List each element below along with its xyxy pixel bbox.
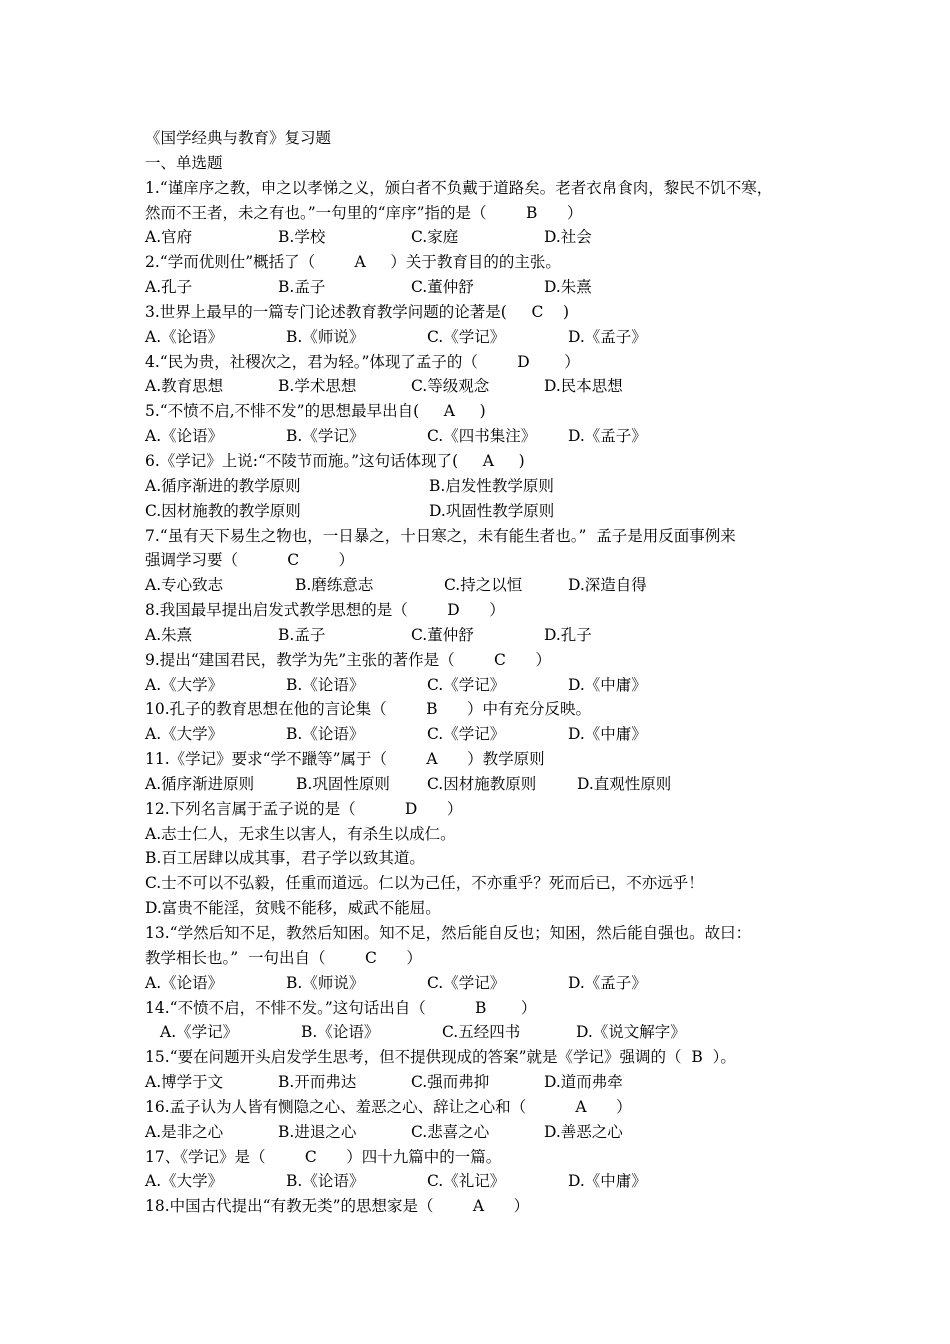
question-stem: 强调学习要（ C ） (145, 551, 355, 570)
answer-option: B.磨练意志 (295, 576, 374, 595)
answer-option: C.董仲舒 (411, 625, 474, 644)
answer-option: B.《论语》 (286, 725, 365, 744)
question-stem: C.士不可以不弘毅，任重而道远。仁以为己任，不亦重乎？死而后已，不亦远乎！ (145, 874, 704, 893)
answer-option: D.民本思想 (544, 377, 623, 396)
question-stem: 11.《学记》要求“学不躐等”属于（ A ）教学原则 (145, 750, 545, 769)
question-stem: 10.孔子的教育思想在他的言论集（ B ）中有充分反映。 (145, 700, 592, 719)
answer-option: B.《论语》 (286, 1172, 365, 1191)
option-row (145, 673, 825, 698)
answer-option: C.持之以恒 (444, 576, 523, 595)
answer-option: D.孔子 (544, 625, 592, 644)
answer-option: B.《师说》 (286, 327, 365, 346)
answer-option: C.强而弗抑 (411, 1073, 490, 1092)
answer-option: C.家庭 (411, 228, 459, 247)
answer-option: A.是非之心 (145, 1122, 224, 1141)
doc-title: 《国学经典与教育》复习题 (145, 129, 332, 147)
answer-option: D.巩固性教学原则 (429, 501, 555, 520)
section-heading: 一、单选题 (145, 153, 223, 172)
option-row (145, 1169, 825, 1194)
answer-option: D.《中庸》 (568, 725, 647, 744)
answer-option: C.因材施教的教学原则 (145, 501, 301, 520)
answer-option: A.朱熹 (145, 625, 193, 644)
answer-option: A.《论语》 (145, 427, 224, 446)
answer-option: D.善恶之心 (544, 1122, 623, 1141)
answer-option: C.《学记》 (427, 327, 506, 346)
answer-option: C.悲喜之心 (411, 1122, 490, 1141)
question-stem: 15.“要在问题开头启发学生思考，但不提供现成的答案”就是《学记》强调的（ B ）。 (145, 1048, 736, 1067)
option-row (145, 971, 825, 996)
question-stem: 14.“不愤不启，不悱不发。”这句话出自（ B ） (145, 998, 537, 1017)
answer-option: A.《大学》 (145, 725, 224, 744)
option-row (145, 424, 825, 449)
answer-option: C.《礼记》 (427, 1172, 506, 1191)
option-row (145, 499, 825, 524)
answer-option: B.《论语》 (286, 675, 365, 694)
answer-option: B.《学记》 (286, 427, 365, 446)
document-page (145, 126, 825, 1219)
answer-option: A.博学于文 (145, 1073, 224, 1092)
answer-option: A.《论语》 (145, 327, 224, 346)
answer-option: C.等级观念 (411, 377, 490, 396)
answer-option: C.董仲舒 (411, 278, 474, 297)
answer-option: D.直观性原则 (577, 774, 672, 793)
option-row (145, 1120, 825, 1145)
answer-option: A.《学记》 (160, 1023, 239, 1042)
answer-option: B.开而弗达 (278, 1073, 357, 1092)
option-row (145, 573, 825, 598)
option-row (145, 474, 825, 499)
answer-option: B.《论语》 (301, 1023, 380, 1042)
answer-option: D.深造自得 (568, 576, 647, 595)
question-stem: 教学相长也。” 一句出自（ C ） (145, 948, 422, 967)
answer-option: A.循序渐进原则 (145, 774, 255, 793)
question-stem: 8.我国最早提出启发式教学思想的是（ D ） (145, 601, 505, 620)
question-stem: 13.“学然后知不足，教然后知困。知不足，然后能自反也；知困，然后能自强也。故曰： (145, 924, 752, 942)
answer-option: A.孔子 (145, 278, 193, 297)
question-stem: D.富贵不能淫，贫贱不能移，威武不能屈。 (145, 899, 441, 918)
question-stem: 18.中国古代提出“有教无类”的思想家是（ A ） (145, 1197, 530, 1216)
answer-option: A.《论语》 (145, 973, 224, 992)
answer-option: D.《中庸》 (568, 1172, 647, 1191)
answer-option: D.《孟子》 (568, 327, 647, 346)
answer-option: A.《大学》 (145, 675, 224, 694)
answer-option: D.朱熹 (544, 278, 592, 297)
answer-option: B.巩固性原则 (296, 774, 390, 793)
answer-option: A.循序渐进的教学原则 (145, 476, 301, 495)
question-stem: 17、《学记》是（ C ）四十九篇中的一篇。 (145, 1147, 502, 1166)
answer-option: A.官府 (145, 228, 193, 247)
answer-option: D.道而弗牵 (544, 1073, 623, 1092)
question-stem: 12.下列名言属于孟子说的是（ D ） (145, 799, 463, 818)
answer-option: A.教育思想 (145, 377, 224, 396)
answer-option: C.五经四书 (442, 1023, 521, 1042)
answer-option: C.《学记》 (427, 725, 506, 744)
question-stem: 2.“学而优则仕”概括了（ A ）关于教育目的的主张。 (145, 253, 561, 272)
question-stem: 1.“谨庠序之教，申之以孝悌之义，颁白者不负戴于道路矣。老者衣帛食肉，黎民不饥不寒， (145, 178, 773, 197)
answer-option: D.《孟子》 (568, 427, 647, 446)
option-row (145, 275, 825, 300)
question-stem: 9.提出“建国君民，教学为先”主张的著作是（ C ） (145, 650, 551, 669)
answer-option: B.进退之心 (278, 1122, 357, 1141)
option-row (145, 623, 825, 648)
option-row (145, 374, 825, 399)
question-stem: 3.世界上最早的一篇专门论述教育教学问题的论著是( C ) (145, 302, 570, 321)
answer-option: B.启发性教学原则 (429, 476, 554, 495)
question-stem: 4.“民为贵，社稷次之，君为轻。”体现了孟子的（ D ） (145, 352, 580, 371)
question-stem: A.志士仁人，无求生以害人，有杀生以成仁。 (145, 824, 456, 843)
question-stem: 7.“虽有天下易生之物也，一日暴之，十日寒之，未有能生者也。” 孟子是用反面事例来 (145, 526, 736, 545)
option-row (145, 1070, 825, 1095)
option-row (145, 225, 825, 250)
option-row (145, 1020, 825, 1045)
answer-option: C.《学记》 (427, 973, 506, 992)
answer-option: A.《大学》 (145, 1172, 224, 1191)
answer-option: B.学术思想 (278, 377, 357, 396)
question-stem: 16.孟子认为人皆有恻隐之心、羞恶之心、辞让之心和（ A ） (145, 1097, 632, 1116)
answer-option: D.《说文解字》 (576, 1023, 686, 1042)
question-stem: B.百工居肆以成其事，君子学以致其道。 (145, 849, 425, 868)
option-row (145, 325, 825, 350)
answer-option: D.社会 (544, 228, 592, 247)
question-stem: 然而不王者，未之有也。”一句里的“庠序”指的是（ B ） (145, 203, 583, 222)
question-stem: 6.《学记》上说:“不陵节而施。”这句话体现了( A ) (145, 451, 525, 470)
answer-option: B.《师说》 (286, 973, 365, 992)
option-row (145, 722, 825, 747)
answer-option: B.孟子 (278, 625, 326, 644)
answer-option: B.学校 (278, 228, 326, 247)
answer-option: A.专心致志 (145, 576, 224, 595)
answer-option: C.《四书集注》 (427, 427, 537, 446)
answer-option: D.《孟子》 (568, 973, 647, 992)
answer-option: C.《学记》 (427, 675, 506, 694)
answer-option: B.孟子 (278, 278, 326, 297)
answer-option: C.因材施教原则 (427, 774, 537, 793)
question-stem: 5.“不愤不启,不悱不发”的思想最早出自( A ) (145, 402, 486, 421)
answer-option: D.《中庸》 (568, 675, 647, 694)
option-row (145, 772, 825, 797)
